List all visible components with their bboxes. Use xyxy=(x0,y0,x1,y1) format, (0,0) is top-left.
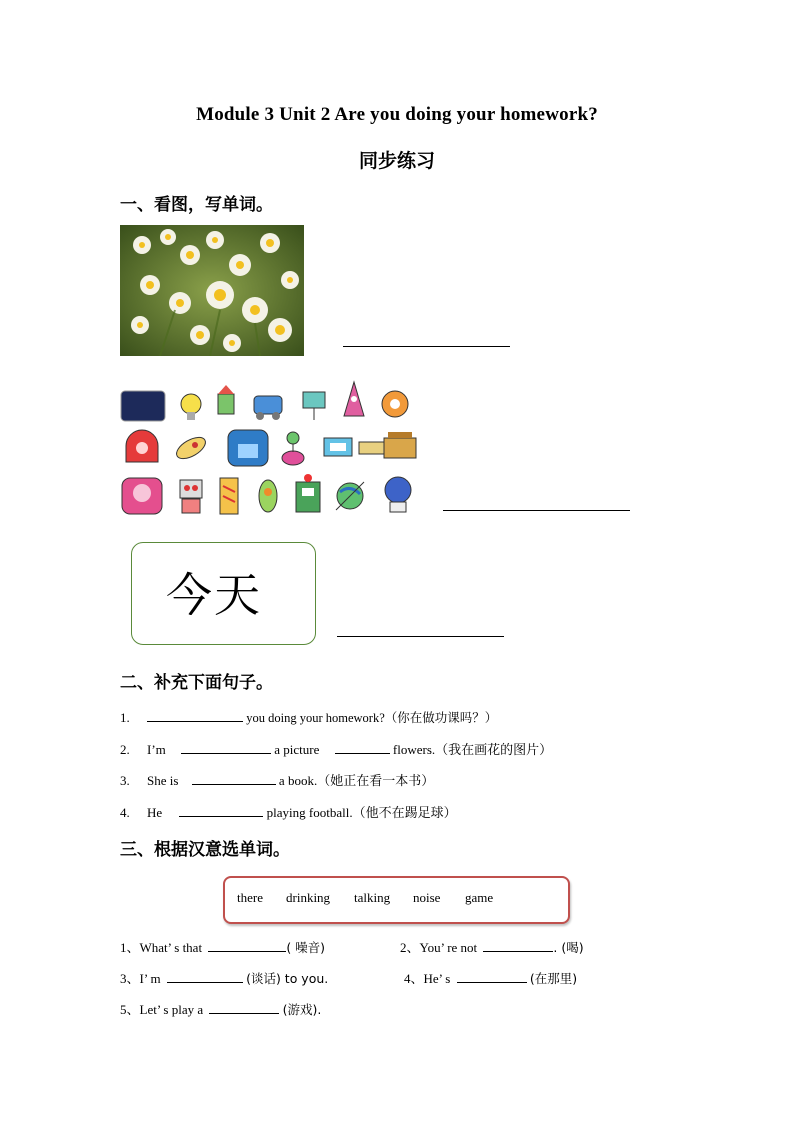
sentence-4-end: playing football.（他不在踢足球） xyxy=(266,805,457,820)
question-1-hint: ( 噪音) xyxy=(286,940,326,955)
question-5-hint: (游戏). xyxy=(282,1002,322,1017)
sentence-2-mid: a picture xyxy=(274,742,320,757)
card-text: 今天 xyxy=(166,568,262,622)
question-2-blank[interactable] xyxy=(483,939,553,952)
word-talking: talking xyxy=(354,890,391,905)
section3-heading: 三、根据汉意选单词。 xyxy=(120,840,290,860)
question-3-hint: (谈话) to you. xyxy=(246,971,329,986)
question-3-blank[interactable] xyxy=(167,970,243,983)
sentence-3 xyxy=(120,770,434,789)
blank-2a[interactable] xyxy=(181,741,271,754)
question-5-text: 5、Let’ s play a xyxy=(120,1002,204,1017)
answer-line-2[interactable] xyxy=(443,510,630,511)
question-5 xyxy=(120,999,321,1018)
sentence-1-num: 1. xyxy=(120,710,130,725)
question-4-hint: (在那里) xyxy=(529,971,578,986)
page-subtitle: 同步练习 xyxy=(358,150,435,172)
question-3-text: 3、I’ m xyxy=(120,971,161,986)
section1-heading: 一、看图，写单词。 xyxy=(120,195,273,215)
word-there: there xyxy=(237,890,263,905)
sentence-4-num: 4. xyxy=(120,805,130,820)
question-1 xyxy=(120,937,325,956)
question-1-text: 1、What’ s that xyxy=(120,940,203,955)
word-noise: noise xyxy=(413,890,441,905)
word-drinking: drinking xyxy=(286,890,331,905)
question-3 xyxy=(120,968,328,987)
question-2-hint: . (喝) xyxy=(553,940,584,955)
sentence-4 xyxy=(120,802,457,821)
blank-3[interactable] xyxy=(192,772,276,785)
word-game: game xyxy=(465,890,494,905)
question-2 xyxy=(400,937,584,956)
sentence-2 xyxy=(120,739,552,758)
question-4-blank[interactable] xyxy=(457,970,527,983)
daffodil-photo xyxy=(120,225,304,356)
sentence-1 xyxy=(120,708,497,726)
page-title: Module 3 Unit 2 Are you doing your homework? xyxy=(196,104,598,125)
blank-4[interactable] xyxy=(179,804,263,817)
sentence-3-end: a book.（她正在看一本书） xyxy=(278,773,435,788)
sentence-4-subject: He xyxy=(147,805,163,820)
question-2-text: 2、You’ re not xyxy=(400,940,478,955)
question-1-blank[interactable] xyxy=(208,939,286,952)
answer-line-1[interactable] xyxy=(343,346,510,347)
question-4 xyxy=(404,968,577,987)
sentence-2-end: flowers.（我在画花的图片） xyxy=(392,742,553,757)
question-4-text: 4、He’ s xyxy=(404,971,451,986)
sentence-2-subject: I’m xyxy=(147,742,166,757)
sentence-3-subject: She is xyxy=(147,773,179,788)
sentence-1-text: you doing your homework?（你在做功课吗？） xyxy=(246,711,498,725)
blank-1[interactable] xyxy=(147,709,243,722)
question-5-blank[interactable] xyxy=(209,1001,279,1014)
blank-2b[interactable] xyxy=(335,741,390,754)
word-card xyxy=(131,542,316,645)
answer-line-3[interactable] xyxy=(337,636,504,637)
word-bank xyxy=(223,876,570,924)
toy-icons-grid xyxy=(118,376,418,518)
sentence-3-num: 3. xyxy=(120,773,130,788)
sentence-2-num: 2. xyxy=(120,742,130,757)
section2-heading: 二、补充下面句子。 xyxy=(120,673,273,693)
